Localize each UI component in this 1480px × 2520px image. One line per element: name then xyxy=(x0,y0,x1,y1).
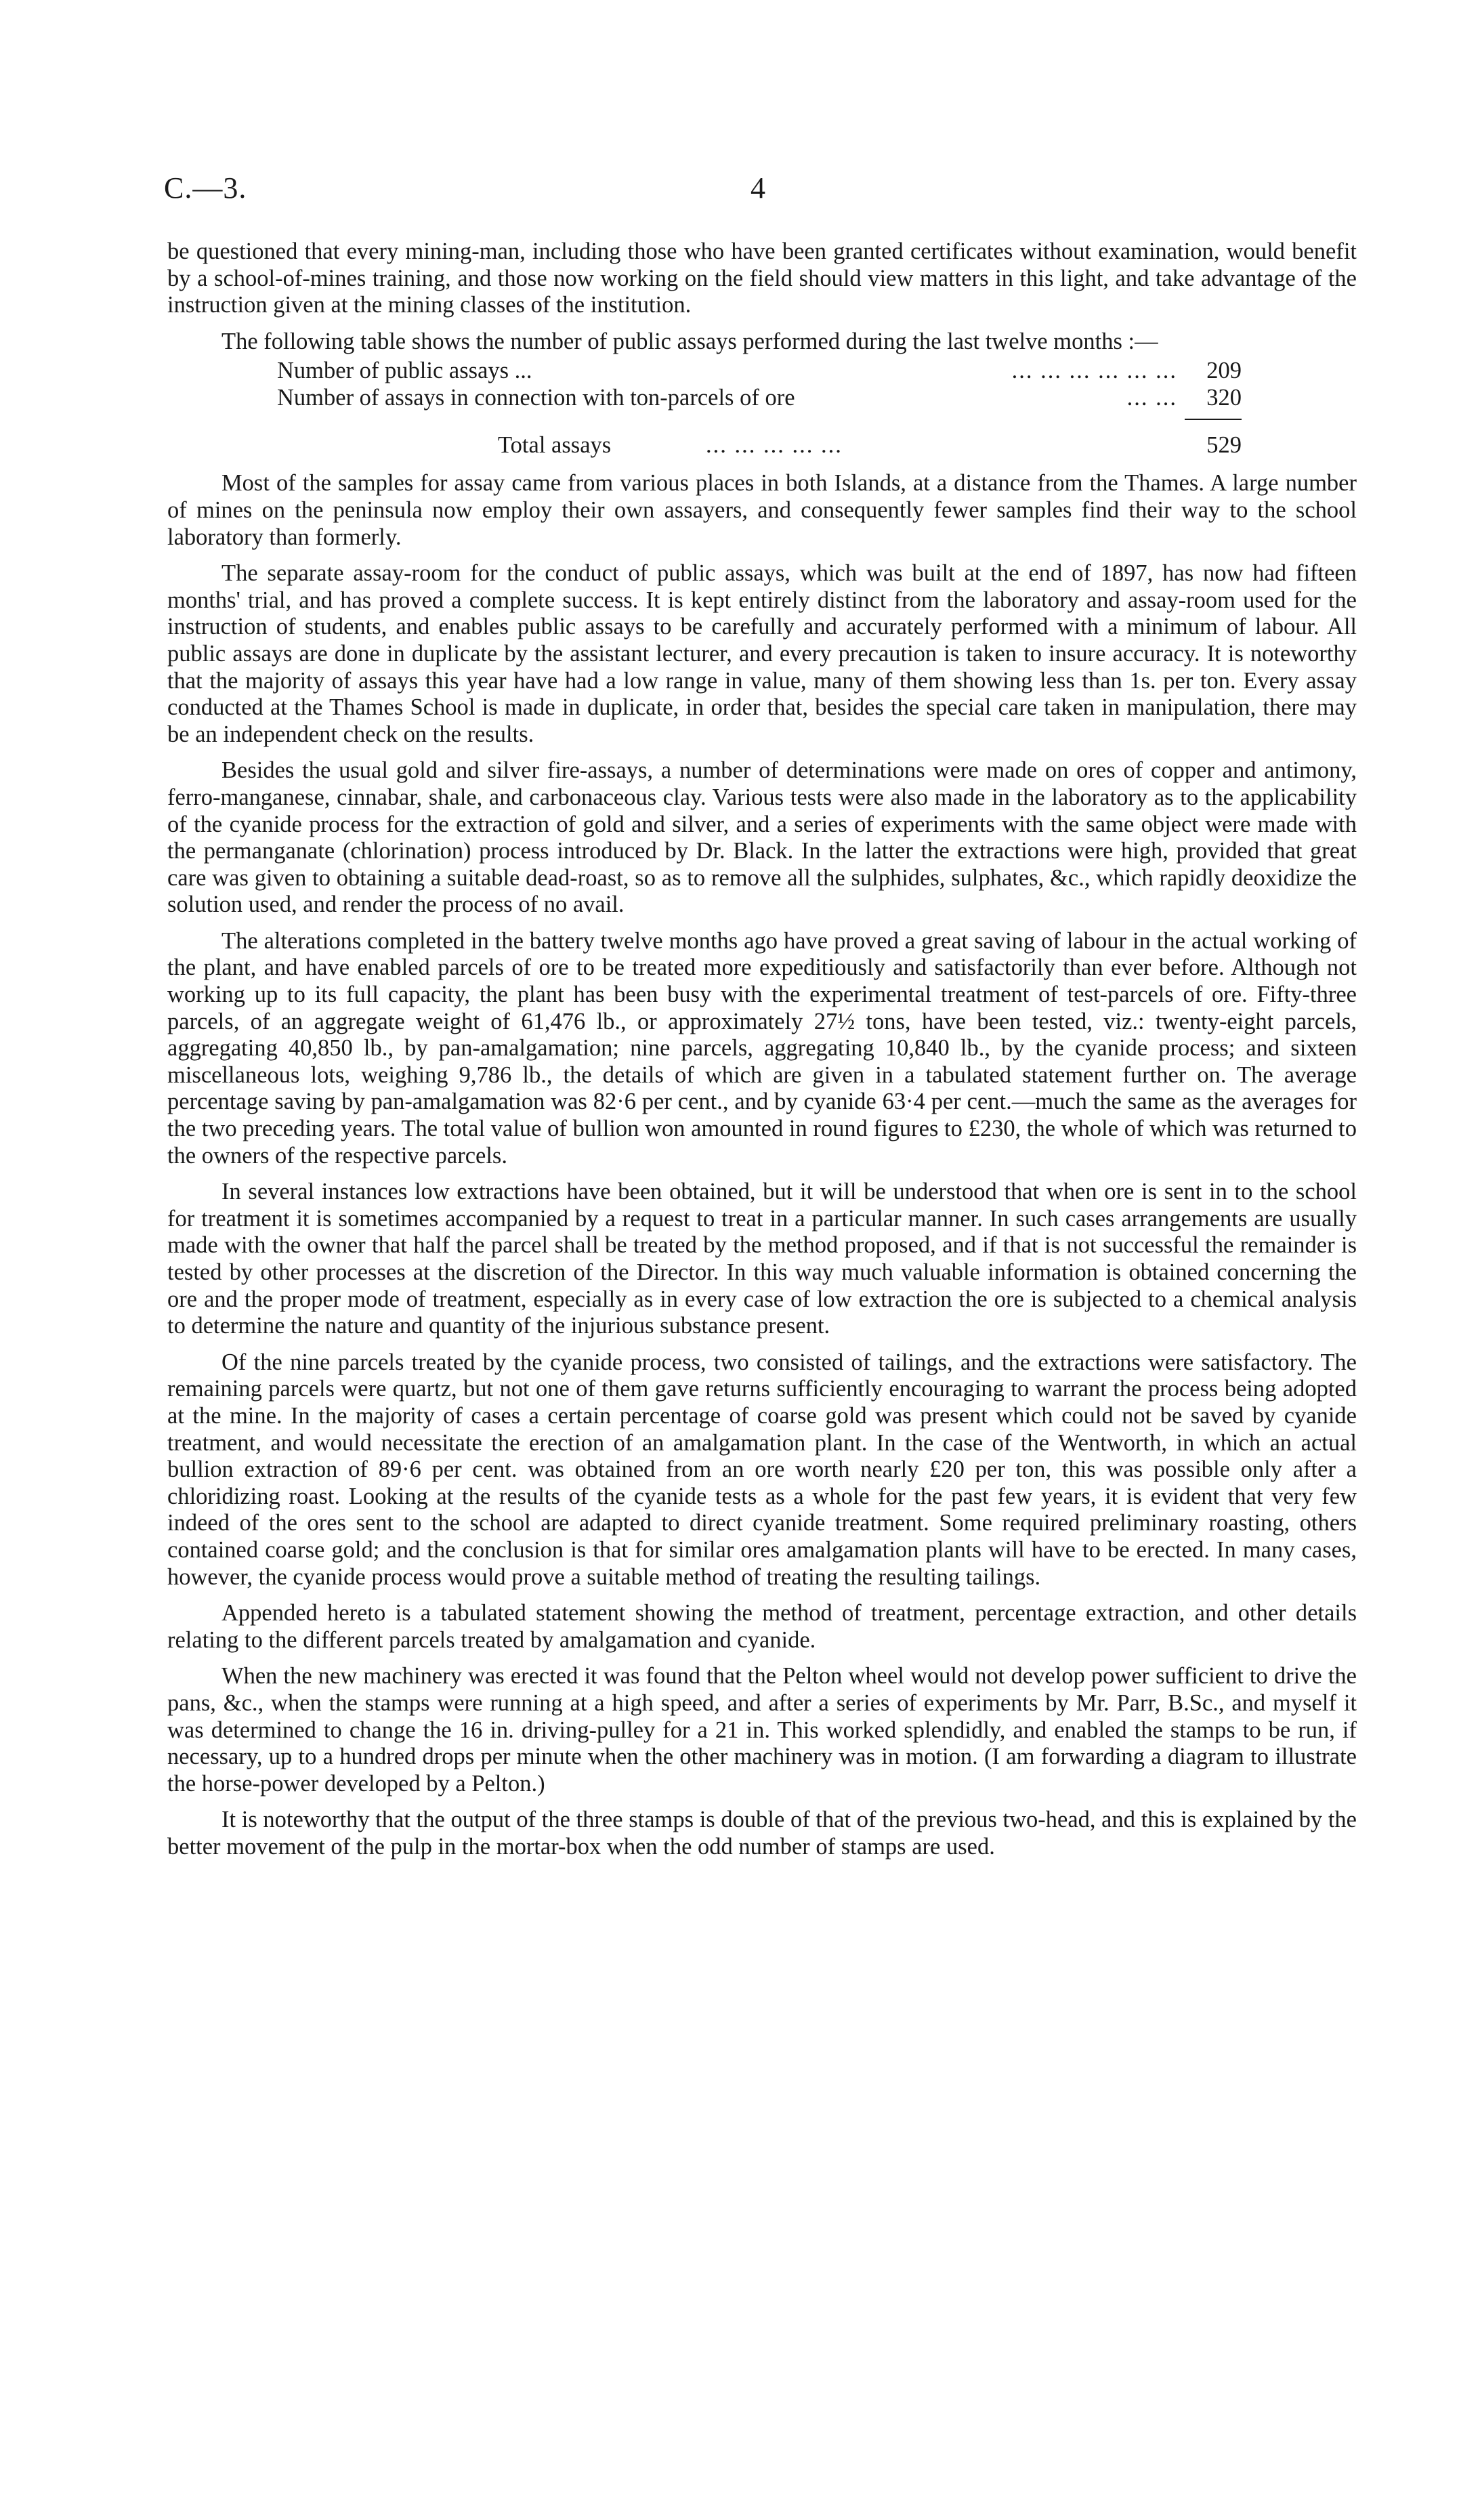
leader-dots: ... ... xyxy=(1126,385,1177,411)
assay-row-ton-parcels xyxy=(167,385,1357,412)
paragraph-determinations: Besides the usual gold and silver fire-assays, a number of determinations were made on ores of copper and antimony, ferro-manganese, cinnabar, shale, and carbonaceous clay. Various tests were also made in the laboratory as to the applicability of the cyanide process for the extraction of gold and silver, and a series of experiments with the same object were made with the permanganate (chlorination) process introduced by Dr. Black. In the latter the extractions were high, provided that great care was given to obtaining a suitable dead-roast, so as to remove all the sulphides, sulphates, &c., which rapidly deoxidize the solution used, and render the process of no avail. xyxy=(167,757,1357,918)
sum-rule xyxy=(167,412,1357,427)
paragraph-continued: be questioned that every mining-man, including those who have been granted certificates without examination, would benefit by a school-of-mines training, and those now working on the field should view matters in this light, and take advantage of the instruction given at the mining classes of the institution. xyxy=(167,238,1357,318)
body-text xyxy=(167,238,1357,1870)
parliamentary-paper-code: C.—3. xyxy=(164,171,247,205)
assay-row-label: Number of assays in connection with ton-parcels of ore xyxy=(277,385,795,411)
paragraph-cyanide-parcels: Of the nine parcels treated by the cyanide process, two consisted of tailings, and the extractions were satisfactory. The remaining parcels were quartz, but not one of them gave returns sufficiently encouraging to warrant the process being adopted at the mine. In the majority of cases a certain percentage of coarse gold was present which could not be saved by cyanide treatment, and would necessitate the erection of an amalgamation plant. In the case of the Wentworth, in which an actual bullion extraction of 89·6 per cent. was obtained from an ore worth nearly £20 per ton, this was possible only after a chloridizing roast. Looking at the results of the cyanide tests as a whole for the past few years, it is evident that very few indeed of the ores sent to the school are adapted to direct cyanide treatment. Some required preliminary roasting, others contained coarse gold; and the conclusion is that for similar ores amalgamation plants will have to be erected. In many cases, however, the cyanide process would prove a suitable method of treating the resulting tailings. xyxy=(167,1349,1357,1590)
paragraph-appended-statement: Appended hereto is a tabulated statement showing the method of treatment, percentage extraction, and other details relating to the different parcels treated by amalgamation and cyanide. xyxy=(167,1600,1357,1653)
leader-dots: ... ... ... ... ... xyxy=(706,432,843,459)
assay-row-total xyxy=(167,427,1357,461)
assay-total-value: 529 xyxy=(1206,432,1242,459)
assay-row-public xyxy=(167,358,1357,385)
paragraph-stamps-output: It is noteworthy that the output of the three stamps is double of that of the previous two-head, and this is explained by the better movement of the pulp in the mortar-box when the odd number of stamps are used. xyxy=(167,1807,1357,1860)
assay-row-value: 320 xyxy=(1206,385,1242,411)
paragraph-battery-alterations: The alterations completed in the battery twelve months ago have proved a great saving of labour in the actual working of the plant, and have enabled parcels of ore to be treated more expeditiously and satisfactorily than ever before. Although not working up to its full capacity, the plant has been busy with the experimental treatment of test-parcels of ore. Fifty-three parcels, of an aggregate weight of 61,476 lb., or approximately 27½ tons, have been tested, viz.: twenty-eight parcels, aggregating 40,850 lb., by pan-amalgamation; nine parcels, aggregating 10,840 lb., by the cyanide process; and sixteen miscellaneous lots, weighing 9,786 lb., the details of which are given in a tabulated statement further on. The average percentage saving by pan-amalgamation was 82·6 per cent., and by cyanide 63·4 per cent.—much the same as the averages for the two preceding years. The total value of bullion won amounted in round figures to £230, the whole of which was returned to the owners of the respective parcels. xyxy=(167,927,1357,1169)
assay-row-label: Number of public assays ... xyxy=(277,358,532,384)
paragraph-table-intro: The following table shows the number of public assays performed during the last twelve months :— xyxy=(221,328,1158,354)
assay-total-label: Total assays xyxy=(498,432,612,459)
assay-table xyxy=(167,358,1357,461)
assay-row-value: 209 xyxy=(1206,358,1242,384)
paragraph-samples: Most of the samples for assay came from various places in both Islands, at a distance from the Thames. A large number of mines on the peninsula now employ their own assayers, and consequently fewer samples find their way to the school laboratory than formerly. xyxy=(167,470,1357,550)
paragraph-pelton-wheel: When the new machinery was erected it was found that the Pelton wheel would not develop power sufficient to drive the pans, &c., when the stamps were running at a high speed, and after a series of experiments by Mr. Parr, B.Sc., and myself it was determined to change the 16 in. driving-pulley for a 21 in. This worked splendidly, and enabled the stamps to be run, if necessary, up to a hundred drops per minute when the other machinery was in motion. (I am forwarding a diagram to illustrate the horse-power developed by a Pelton.) xyxy=(167,1663,1357,1797)
leader-dots: ... ... ... ... ... ... xyxy=(1011,358,1177,384)
paragraph-low-extractions: In several instances low extractions have been obtained, but it will be understood that when ore is sent in to the school for treatment it is sometimes accompanied by a request to treat in a particular manner. In such cases arrangements are usually made with the owner that half the parcel shall be treated by the method proposed, and if that is not successful the remainder is tested by other processes at the discretion of the Director. In this way much valuable information is obtained concerning the ore and the proper mode of treatment, especially as in every case of low extraction the ore is subjected to a chemical analysis to determine the nature and quantity of the injurious substance present. xyxy=(167,1179,1357,1339)
page-number: 4 xyxy=(750,171,765,205)
paragraph-assay-room: The separate assay-room for the conduct of public assays, which was built at the end of 1897, has now had fifteen months' trial, and has proved a complete success. It is kept entirely distinct from the laboratory and assay-room used for the instruction of students, and enables public assays to be carefully and accurately performed with a minimum of labour. All public assays are done in duplicate by the assistant lecturer, and every precaution is taken to insure accuracy. It is noteworthy that the majority of assays this year have had a low range in value, many of them showing less than 1s. per ton. Every assay conducted at the Thames School is made in duplicate, in order that, besides the special care taken in manipulation, there may be an independent check on the results. xyxy=(167,560,1357,747)
